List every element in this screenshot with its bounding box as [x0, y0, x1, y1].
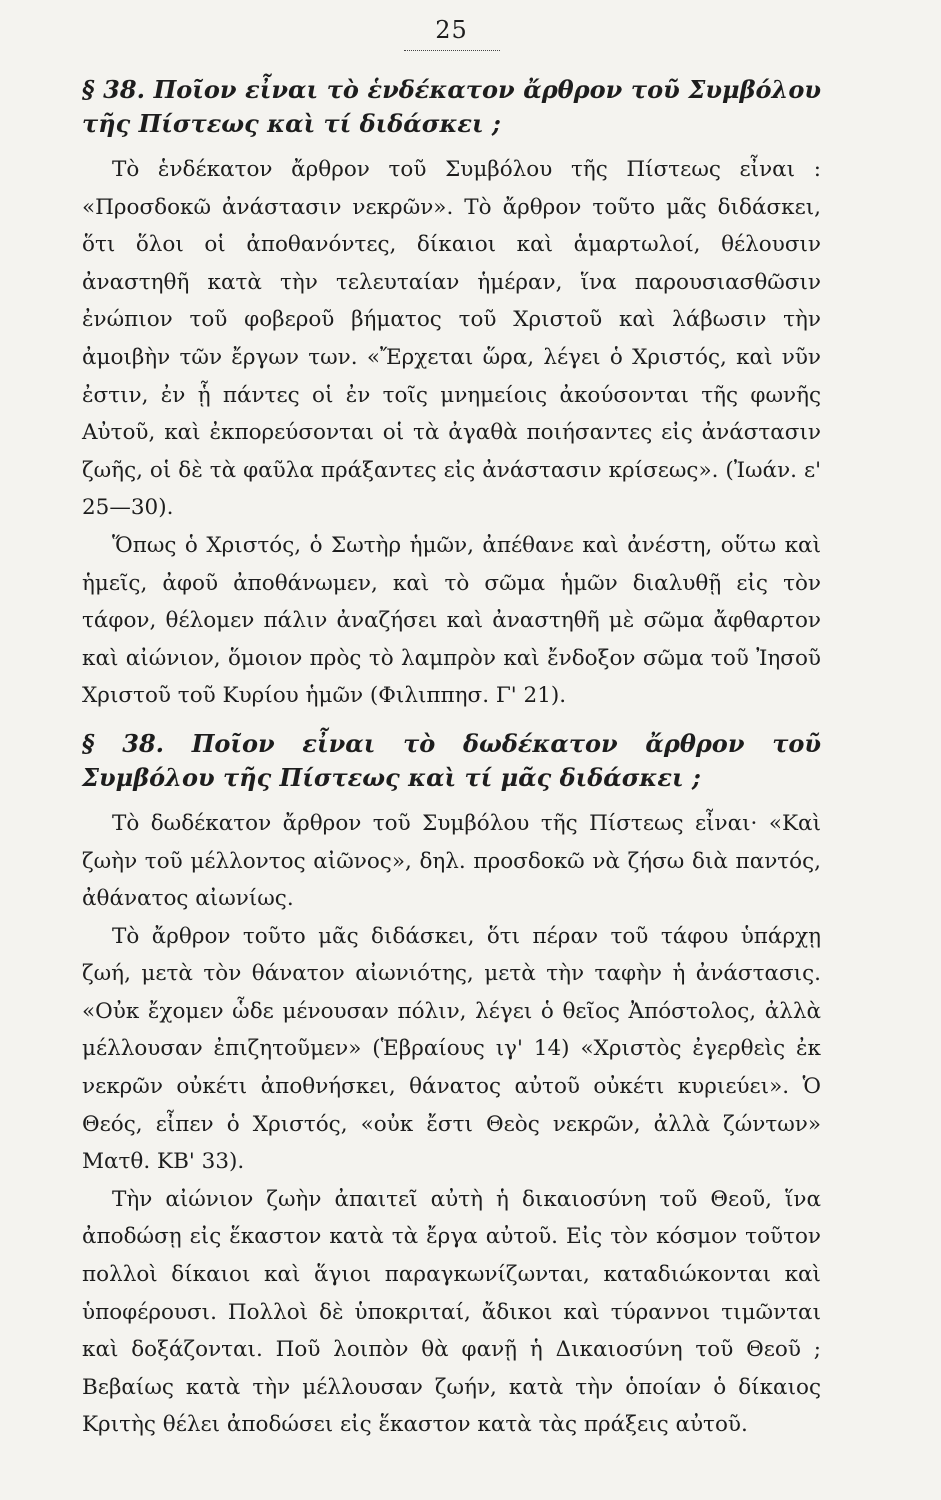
paragraph: Ὅπως ὁ Χριστός, ὁ Σωτὴρ ἡμῶν, ἀπέθανε καὶ ἀνέστη, οὕτω καὶ ἡμεῖς, ἀφοῦ ἀποθάνωμεν, καὶ τὸ σῶμα ἡμῶν διαλυθῇ εἰς τὸν τάφον, θέλομεν πάλιν ἀναζήσει καὶ ἀναστηθῆ μὲ σῶμα ἄφθαρτον καὶ αἰώνιον, ὅμοιον πρὸς τὸ λαμπρὸν καὶ ἔνδοξον σῶμα τοῦ Ἰησοῦ Χριστοῦ τοῦ Κυρίου ἡμῶν (Φιλιππησ. Γ' 21). [82, 532, 821, 709]
header-rule [404, 50, 500, 51]
paragraph: Τὸ δωδέκατον ἄρθρον τοῦ Συμβόλου τῆς Πίστεως εἶναι· «Καὶ ζωὴν τοῦ μέλλοντος αἰῶνος», δηλ. προσδοκῶ νὰ ζήσω διὰ παντός, ἀθάνατος αἰωνίως. [82, 810, 821, 912]
page-number: 25 [435, 16, 468, 44]
paragraph: Τὴν αἰώνιον ζωὴν ἀπαιτεῖ αὐτὴ ἡ δικαιοσύνη τοῦ Θεοῦ, ἵνα ἀποδώσῃ εἰς ἕκαστον κατὰ τὰ ἔργα αὐτοῦ. Εἰς τὸν κόσμον τοῦτον πολλοὶ δίκαιοι καὶ ἅγιοι παραγκωνίζωνται, καταδιώκονται καὶ ὑποφέρουσι. Πολλοὶ δὲ ὑποκριταί, ἄδικοι καὶ τύραννοι τιμῶνται καὶ δοξάζονται. Ποῦ λοιπὸν θὰ φανῇ ἡ Δικαιοσύνη τοῦ Θεοῦ ; Βεβαίως κατὰ τὴν μέλλουσαν ζωήν, κατὰ τὴν ὁποίαν ὁ δίκαιος Κριτὴς θέλει ἀποδώσει εἰς ἕκαστον κατὰ τὰς πράξεις αὐτοῦ. [82, 1186, 821, 1438]
section-heading: § 38. Ποῖον εἶναι τὸ ἑνδέκατον ἄρθρον τοῦ Συμβόλου τῆς Πίστεως καὶ τί διδάσκει ; [82, 75, 821, 138]
paragraph: Τὸ ἄρθρον τοῦτο μᾶς διδάσκει, ὅτι πέραν τοῦ τάφου ὑπάρχῃ ζωή, μετὰ τὸν θάνατον αἰωνιότης, μετὰ τὴν ταφὴν ἡ ἀνάστασις. «Οὐκ ἔχομεν ὧδε μένουσαν πόλιν, λέγει ὁ θεῖος Ἀπόστολος, ἀλλὰ μέλλουσαν ἐπιζητοῦμεν» (Ἑβραίους ιγ' 14) «Χριστὸς ἐγερθεὶς ἐκ νεκρῶν οὐκέτι ἀποθνήσκει, θάνατος αὐτοῦ οὐκέτι κυριεύει». Ὁ Θεός, εἶπεν ὁ Χριστός, «οὐκ ἔστι Θεὸς νεκρῶν, ἀλλὰ ζώντων» Ματθ. ΚΒ' 33). [82, 923, 821, 1175]
section-article-twelve [82, 727, 821, 1444]
paragraph: Τὸ ἑνδέκατον ἄρθρον τοῦ Συμβόλου τῆς Πίστεως εἶναι : «Προσδοκῶ ἀνάστασιν νεκρῶν». Τὸ ἄρθρον τοῦτο μᾶς διδάσκει, ὅτι ὅλοι οἱ ἀποθανόντες, δίκαιοι καὶ ἁμαρτωλοί, θέλουσιν ἀναστηθῆ κατὰ τὴν τελευταίαν ἡμέραν, ἵνα παρουσιασθῶσιν ἐνώπιον τοῦ φοβεροῦ βήματος τοῦ Χριστοῦ καὶ λάβωσιν τὴν ἀμοιβὴν τῶν ἔργων των. «Ἔρχεται ὥρα, λέγει ὁ Χριστός, καὶ νῦν ἐστιν, ἐν ᾗ πάντες οἱ ἐν τοῖς μνημείοις ἀκούσονται τῆς φωνῆς Αὐτοῦ, καὶ ἐκπορεύσονται οἱ τὰ ἀγαθὰ ποιήσαντες εἰς ἀνάστασιν ζωῆς, οἱ δὲ τὰ φαῦλα πράξαντες εἰς ἀνάστασιν κρίσεως». (Ἰωάν. ε' 25—30). [82, 157, 821, 521]
section-article-eleven [82, 73, 821, 715]
section-heading: § 38. Ποῖον εἶναι τὸ δωδέκατον ἄρθρον τοῦ Συμβόλου τῆς Πίστεως καὶ τί μᾶς διδάσκει ; [82, 728, 821, 792]
